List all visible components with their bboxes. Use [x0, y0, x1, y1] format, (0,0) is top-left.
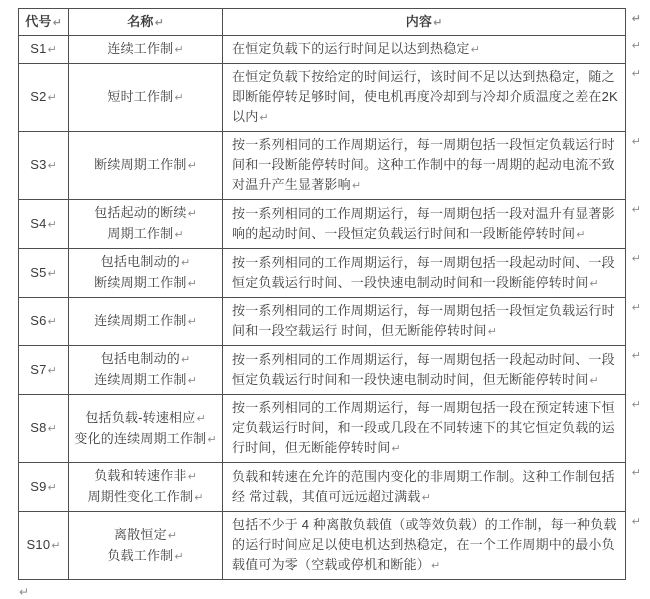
cell-content — [223, 132, 641, 200]
header-code-label: 代号 — [25, 13, 52, 29]
header-row — [19, 9, 626, 36]
paragraph-mark-icon: ↵ — [174, 550, 184, 563]
cell-name — [69, 249, 223, 298]
paragraph-mark-icon: ↵ — [589, 374, 599, 387]
cell-code — [19, 249, 69, 298]
cell-content — [223, 395, 641, 463]
row-end-mark-icon: ↵ — [631, 302, 641, 314]
row-end-mark-icon: ↵ — [631, 204, 641, 216]
cell-text: 周期性变化工作制 — [87, 489, 194, 504]
cell-content — [223, 200, 641, 249]
paragraph-mark-icon: ↵ — [589, 277, 599, 290]
row-end-mark-icon: ↵ — [631, 40, 641, 52]
cell-text: 连续周期工作制 — [94, 313, 187, 328]
cell-text: S10 — [26, 537, 51, 552]
cell-code — [19, 298, 69, 346]
cell-code — [19, 395, 69, 463]
cell-text: 周期工作制 — [107, 226, 174, 241]
paragraph-mark-icon: ↵ — [351, 180, 362, 192]
paragraph-mark-icon: ↵ — [187, 208, 197, 220]
header-content — [223, 9, 641, 36]
cell-name — [69, 200, 223, 249]
table-row — [19, 132, 626, 200]
paragraph-mark-icon: ↵ — [187, 160, 197, 172]
cell-name — [69, 64, 223, 132]
cell-text: 按一系列相同的工作周期运行，每一周期包括一段对温升有显著影响的起动时间、一段恒定负载运行时间和一段断能停转时间 — [232, 205, 615, 241]
table-row — [19, 298, 626, 346]
cell-text: 断续周期工作制 — [94, 275, 187, 290]
cell-text: 包括负载-转速相应 — [85, 409, 196, 425]
cell-text: 按一系列相同的工作周期运行，每一周期包括一段起动时间、一段恒定负载运行时间、一段快速电制动时间和一段断能停转时间 — [232, 254, 615, 290]
cell-content — [223, 249, 641, 298]
cell-name — [69, 36, 223, 64]
row-end-mark-icon: ↵ — [631, 136, 641, 148]
paragraph-mark-icon: ↵ — [47, 364, 57, 377]
row-end-mark-icon: ↵ — [631, 399, 641, 411]
cell-code — [19, 36, 69, 64]
header-content-label: 内容 — [405, 13, 433, 29]
cell-text: 离散恒定 — [113, 526, 167, 542]
paragraph-mark-icon: ↵ — [421, 491, 431, 504]
cell-text: 连续周期工作制 — [94, 372, 187, 387]
cell-name — [69, 346, 223, 395]
paragraph-mark-icon: ↵ — [187, 375, 197, 387]
duty-type-table — [18, 8, 641, 580]
cell-text: 连续工作制 — [107, 41, 174, 56]
cell-text: S5 — [30, 264, 47, 280]
table-row — [19, 64, 626, 132]
document-page — [18, 8, 641, 599]
cell-name — [69, 298, 223, 346]
paragraph-mark-icon: ↵ — [47, 92, 57, 104]
cell-name — [69, 512, 223, 580]
cell-text: S9 — [30, 478, 47, 494]
cell-text: 按一系列相同的工作周期运行，每一周期包括一段在预定转速下恒定负载运行时间，和一段或几段在不同转速下的其它恒定负载的运行时间，但无断能停转时间 — [232, 400, 615, 455]
table-row — [19, 36, 626, 64]
cell-text: 按一系列相同的工作周期运行，每一周期包括一段起动时间、一段恒定负载运行时间和一段快速电制动时间，但无断能停转时间 — [232, 351, 615, 387]
paragraph-mark-icon: ↵ — [174, 229, 184, 241]
table-row — [19, 346, 626, 395]
cell-name — [69, 132, 223, 200]
paragraph-mark-icon: ↵ — [576, 228, 586, 241]
cell-text: 变化的连续周期工作制 — [74, 430, 207, 446]
cell-text: S8 — [30, 420, 47, 435]
cell-text: S7 — [30, 361, 47, 377]
row-end-mark-icon: ↵ — [631, 253, 641, 265]
row-end-mark-icon: ↵ — [631, 350, 641, 362]
paragraph-mark-icon: ↵ — [391, 443, 401, 455]
cell-text: 在恒定负载下的运行时间足以达到热稳定 — [232, 41, 470, 56]
cell-text: 短时工作制 — [107, 89, 174, 104]
cell-text: 包括不少于 4 种离散负载值（或等效负载）的工作制，每一种负载的运行时间应足以使电机达到热稳定，在一个工作周期中的最小负载值可为零（空载或停机和断能） — [232, 517, 617, 572]
paragraph-mark-icon: ↵ — [180, 257, 191, 269]
cell-text: 包括电制动的 — [100, 254, 180, 269]
cell-content — [223, 463, 641, 512]
paragraph-mark-icon: ↵ — [187, 278, 197, 290]
paragraph-mark-icon: ↵ — [470, 44, 480, 56]
cell-text: S2 — [30, 89, 47, 104]
paragraph-mark-icon: ↵ — [47, 44, 57, 56]
cell-name — [69, 395, 223, 463]
cell-text: 按一系列相同的工作周期运行，每一周期包括一段恒定负载运行时间和一段断能停转时间。这种工作制中的每一周期的起动电流不致对温升产生显著影响 — [232, 137, 615, 192]
cell-code — [19, 512, 69, 580]
paragraph-mark-icon: ↵ — [207, 433, 217, 446]
paragraph-mark-icon: ↵ — [51, 540, 61, 552]
cell-content — [223, 64, 641, 132]
paragraph-mark-icon: ↵ — [47, 316, 57, 328]
cell-code — [19, 64, 69, 132]
table-row — [19, 249, 626, 298]
cell-text: 断续周期工作制 — [94, 157, 187, 172]
cell-code — [19, 463, 69, 512]
header-name-label: 名称 — [127, 13, 154, 29]
paragraph-mark-icon: ↵ — [47, 267, 57, 280]
row-end-mark-icon: ↵ — [631, 13, 641, 25]
cell-code — [19, 132, 69, 200]
cell-text: 包括电制动的 — [100, 351, 180, 366]
cell-content — [223, 298, 641, 346]
header-code — [19, 9, 69, 36]
paragraph-mark-icon: ↵ — [174, 92, 184, 104]
paragraph-mark-icon: ↵ — [180, 354, 191, 366]
cell-name — [69, 463, 223, 512]
cell-text: 负载工作制 — [107, 547, 174, 563]
cell-code — [19, 200, 69, 249]
table-header — [19, 9, 641, 36]
paragraph-mark-icon: ↵ — [187, 316, 197, 328]
paragraph-mark-icon: ↵ — [259, 112, 269, 124]
cell-text: S3 — [30, 157, 47, 172]
row-end-mark-icon: ↵ — [631, 467, 641, 479]
cell-text: S4 — [30, 215, 47, 231]
paragraph-mark-icon: ↵ — [47, 160, 57, 172]
paragraph-mark-icon: ↵ — [47, 218, 57, 231]
document-end-paragraph-mark-icon: ↵ — [19, 585, 30, 599]
table-row — [19, 200, 626, 249]
paragraph-mark-icon: ↵ — [174, 44, 184, 56]
cell-text: 包括起动的断续 — [94, 205, 187, 220]
cell-text: 负载和转速在允许的范围内变化的非周期工作制。这种工作制包括经 常过载，其值可远远超过满载 — [232, 468, 615, 504]
cell-code — [19, 346, 69, 395]
row-end-mark-icon: ↵ — [631, 68, 641, 80]
cell-content — [223, 512, 641, 580]
cell-text: S6 — [30, 313, 47, 328]
paragraph-mark-icon: ↵ — [47, 423, 57, 435]
cell-text: S1 — [30, 41, 47, 56]
paragraph-mark-icon: ↵ — [187, 471, 197, 483]
cell-content — [223, 36, 641, 64]
paragraph-mark-icon: ↵ — [431, 560, 441, 572]
paragraph-mark-icon: ↵ — [194, 492, 204, 504]
table-body — [19, 36, 641, 580]
paragraph-mark-icon: ↵ — [196, 412, 206, 425]
row-end-mark-icon: ↵ — [631, 516, 641, 528]
cell-content — [223, 346, 641, 395]
header-name — [69, 9, 223, 36]
paragraph-mark-icon: ↵ — [52, 16, 62, 29]
cell-text: 负载和转速作非 — [94, 468, 187, 483]
paragraph-mark-icon: ↵ — [433, 16, 443, 29]
paragraph-mark-icon: ↵ — [154, 16, 164, 29]
table-row — [19, 395, 626, 463]
cell-text: 按一系列相同的工作周期运行，每一周期包括一段恒定负载运行时间和一段空载运行 时间，但无断能停转时间 — [232, 303, 615, 338]
table-row — [19, 512, 626, 580]
table-row — [19, 463, 626, 512]
paragraph-mark-icon: ↵ — [487, 326, 497, 338]
cell-text: 在恒定负载下按给定的时间运行，该时间不足以达到热稳定，随之即断能停转足够时间，使电机再度冷却到与冷却介质温度之差在2K 以内 — [232, 69, 618, 124]
paragraph-mark-icon: ↵ — [47, 481, 57, 494]
paragraph-mark-icon: ↵ — [167, 529, 178, 542]
